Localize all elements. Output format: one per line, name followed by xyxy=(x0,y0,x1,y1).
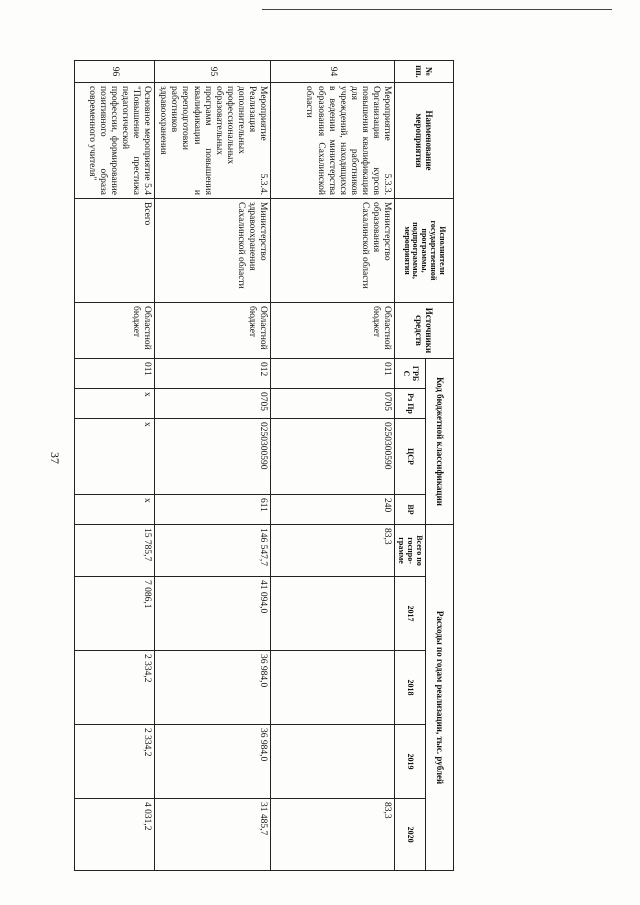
header-executor: Исполнители государственной программы, подпрограммы, мероприятия xyxy=(394,199,453,303)
row-total: 146 547,7 xyxy=(155,525,270,577)
header-name: Наименование мероприятия xyxy=(394,83,453,199)
row-num: 94 xyxy=(270,61,394,83)
row-grbs: 011 xyxy=(75,359,155,389)
header-vr: ВР xyxy=(394,495,425,525)
row-grbs: 011 xyxy=(270,359,394,389)
row-num: 95 xyxy=(155,61,270,83)
row-rzpr: х xyxy=(75,389,155,419)
row-source: Областной бюджет xyxy=(75,303,155,359)
row-2017: 41 094,0 xyxy=(155,577,270,651)
row-total: 83,3 xyxy=(270,525,394,577)
row-source: Областной бюджет xyxy=(155,303,270,359)
row-executor: Министерство образования Сахалинской области xyxy=(270,199,394,303)
row-vr: х xyxy=(75,495,155,525)
table-row xyxy=(155,61,270,871)
row-2018 xyxy=(270,651,394,725)
header-rzpr: Рз Пр xyxy=(394,389,425,419)
row-2020: 4 031,2 xyxy=(75,799,155,871)
row-executor: Всего xyxy=(75,199,155,303)
row-2018: 36 984,0 xyxy=(155,651,270,725)
row-rzpr: 0705 xyxy=(270,389,394,419)
row-source: Областной бюджет xyxy=(270,303,394,359)
table-row xyxy=(270,61,394,871)
row-2017: 7 086,1 xyxy=(75,577,155,651)
top-rule xyxy=(262,9,612,10)
row-2019 xyxy=(270,725,394,799)
page-number: 37 xyxy=(48,452,62,464)
row-2019: 2 334,2 xyxy=(75,725,155,799)
header-csr: ЦСР xyxy=(394,419,425,495)
row-2018: 2 334,2 xyxy=(75,651,155,725)
header-2018: 2018 xyxy=(394,651,425,725)
header-source: Источники средств xyxy=(394,303,453,359)
row-name: Основное мероприятие 5.4 "Повышение престижа педагогической профессии, формирование позитивного образа современного учителя" xyxy=(75,83,155,199)
row-executor: Министерство здравоохранения Сахалинской области xyxy=(155,199,270,303)
row-csr: 0250300590 xyxy=(155,419,270,495)
row-2020: 83,3 xyxy=(270,799,394,871)
header-num: № пп. xyxy=(394,61,453,83)
row-csr: 0250300590 xyxy=(270,419,394,495)
row-csr: х xyxy=(75,419,155,495)
rotated-table-container xyxy=(87,60,454,870)
row-2020: 31 485,7 xyxy=(155,799,270,871)
row-rzpr: 0705 xyxy=(155,389,270,419)
budget-table xyxy=(74,60,454,871)
row-vr: 240 xyxy=(270,495,394,525)
header-2017: 2017 xyxy=(394,577,425,651)
row-name: Мероприятие 5.3.4. Реализация дополнительных профессиональных образовательных программ повышения квалификации и переподготовки работников здравоохранения xyxy=(155,83,270,199)
header-2020: 2020 xyxy=(394,799,425,871)
row-2019: 36 984,0 xyxy=(155,725,270,799)
row-total: 15 785,7 xyxy=(75,525,155,577)
header-grbs: ГРБ С xyxy=(394,359,425,389)
row-2017 xyxy=(270,577,394,651)
header-expenses: Расходы по годам реализации, тыс. рублей xyxy=(426,525,454,871)
header-2019: 2019 xyxy=(394,725,425,799)
row-grbs: 012 xyxy=(155,359,270,389)
row-num: 96 xyxy=(75,61,155,83)
header-total: Всего по госпро-грамме xyxy=(394,525,425,577)
row-vr: 611 xyxy=(155,495,270,525)
header-budget-code: Код бюджетной классификации xyxy=(426,359,454,525)
table-row xyxy=(75,61,155,871)
row-name: Мероприятие 5.3.3. Организация курсов повышения квалификации для работников учреждений, находящихся в ведении министерства образования Сахалинской области xyxy=(270,83,394,199)
